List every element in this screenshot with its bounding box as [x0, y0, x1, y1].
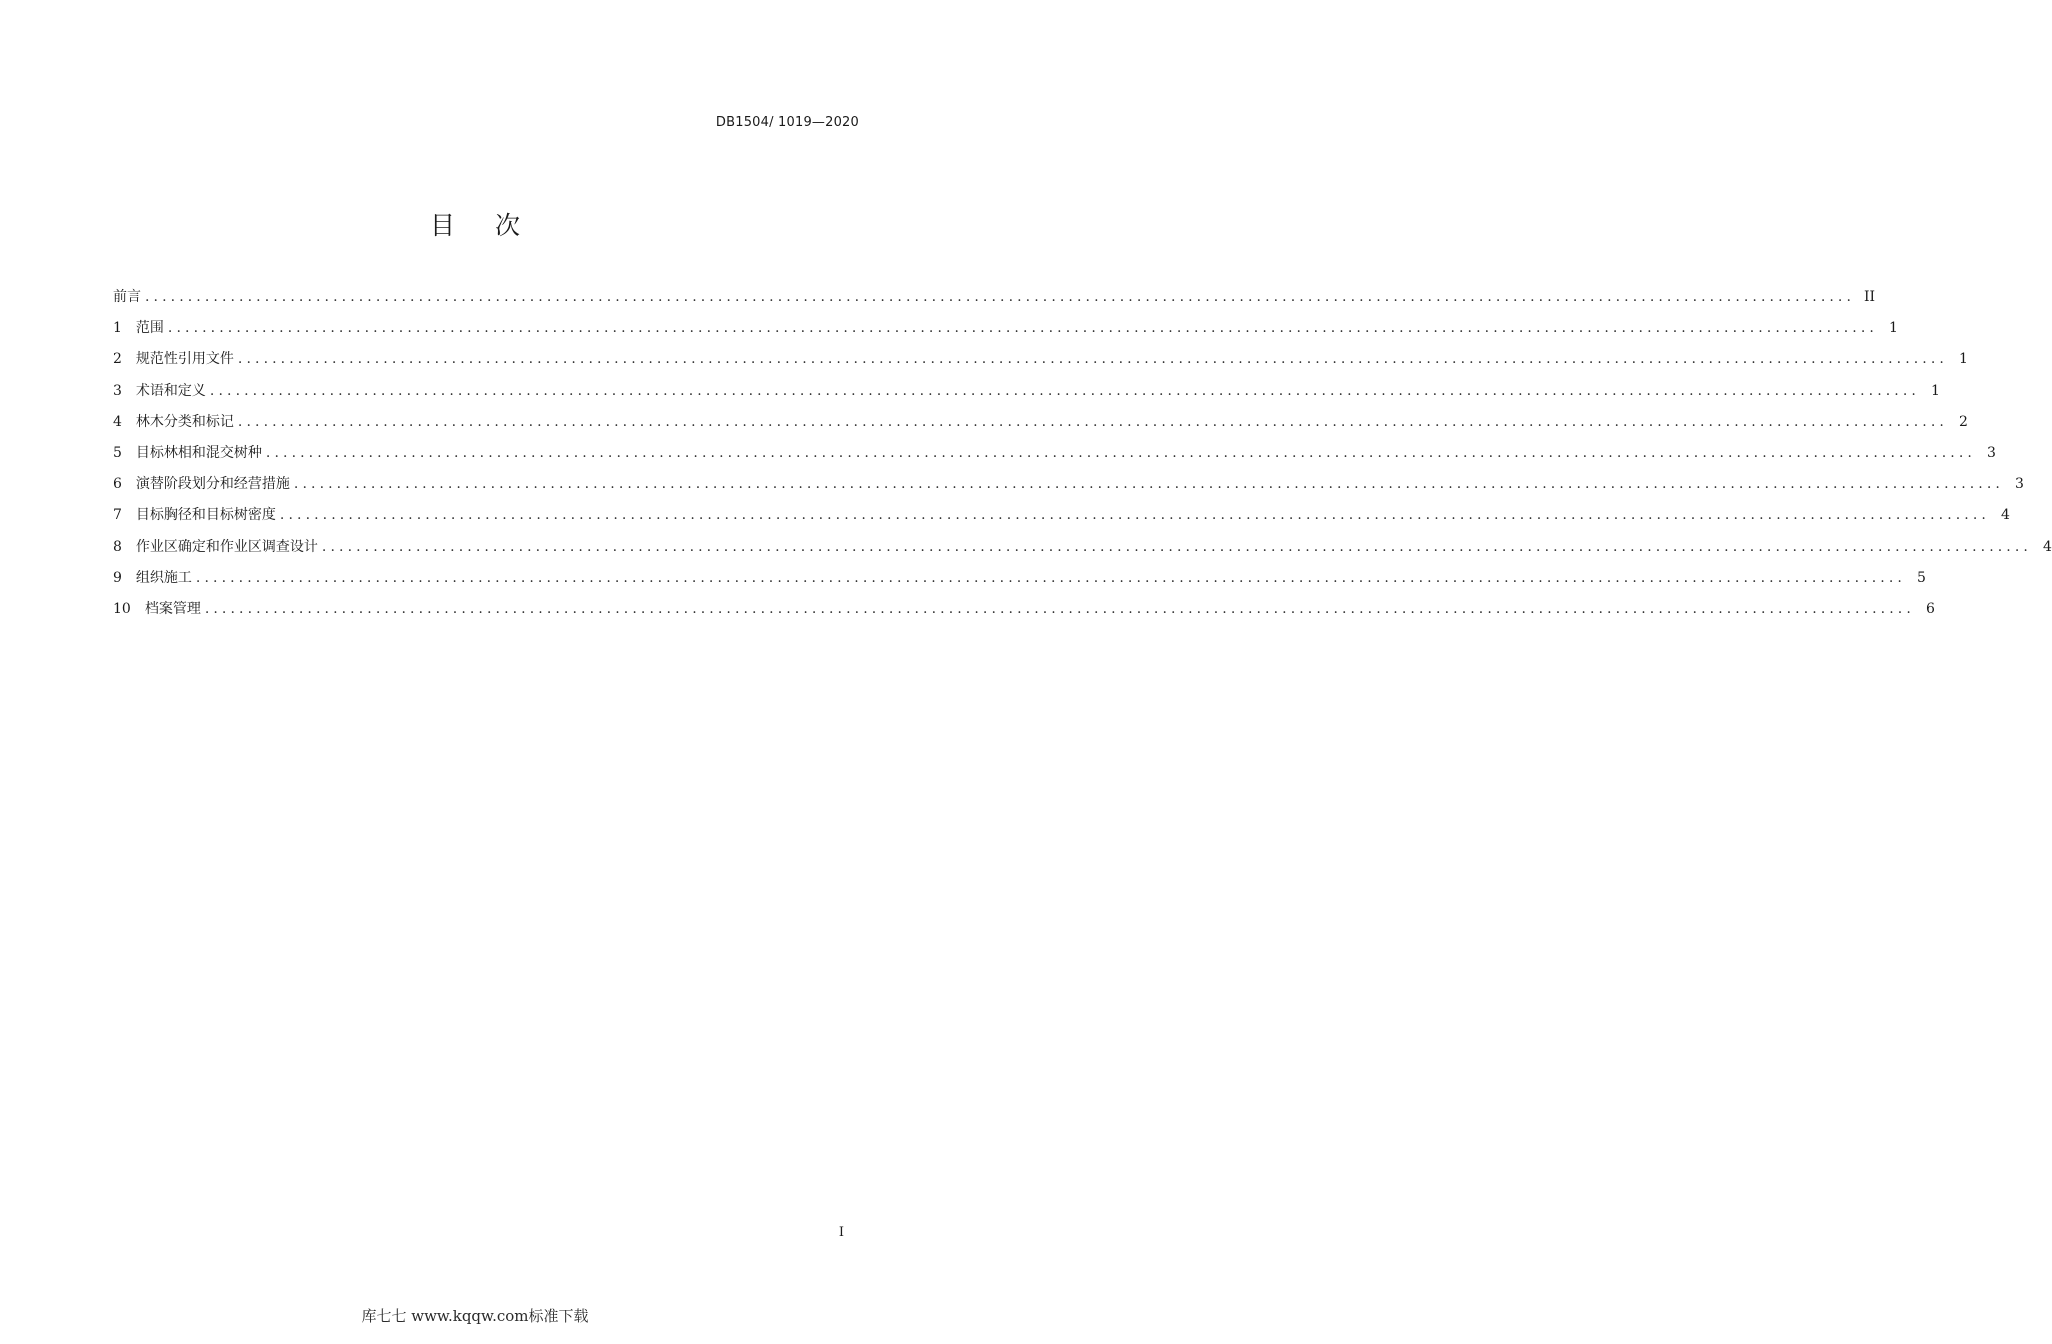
toc-entry-label: 前言: [113, 289, 141, 305]
toc-entry-number: 9: [113, 569, 122, 586]
toc-dot-leader: ........................................................................................................................................................................................................: [265, 444, 1976, 461]
toc-dot-leader: ........................................................................................................................................................................................................: [167, 320, 1878, 337]
toc-entry[interactable]: [113, 599, 1935, 630]
toc-title: 目 次: [430, 211, 536, 240]
toc-entry[interactable]: [113, 412, 1968, 443]
toc-entry-label: 术语和定义: [135, 382, 206, 399]
toc-entry-label: 规范性引用文件: [135, 351, 234, 368]
toc-entry-page: 4: [2043, 538, 2052, 555]
toc-entry[interactable]: [113, 349, 1968, 380]
toc-entry-page: 1: [1959, 351, 1968, 368]
toc-entry-number: 3: [113, 382, 122, 399]
toc-entry-label: 演替阶段划分和经营措施: [135, 476, 290, 493]
toc-entry-page: 2: [1959, 413, 1968, 430]
toc-entry-page: 3: [2015, 476, 2024, 493]
page-number: I: [838, 1225, 844, 1240]
toc-entry-label: 档案管理: [144, 600, 201, 617]
toc-dot-leader: ........................................................................................................................................................................................................: [145, 289, 1856, 305]
toc-entry-label: 目标胸径和目标树密度: [135, 507, 276, 524]
toc-entry-number: 4: [113, 413, 122, 430]
toc-entry-label: 组织施工: [135, 569, 192, 586]
toc-entry-number: 6: [113, 476, 122, 493]
document-code: DB1504/ 1019—2020: [715, 115, 859, 130]
toc-entry-label: 目标林相和混交树种: [135, 444, 262, 461]
toc-entry-label: 林木分类和标记: [135, 413, 234, 430]
toc-dot-leader: ........................................................................................................................................................................................................: [321, 538, 2032, 555]
toc-entry[interactable]: [113, 568, 1926, 599]
footer-watermark: 库七七 www.kqqw.com标准下载: [361, 1307, 589, 1325]
toc-entry-label: 范围: [135, 320, 164, 337]
toc-entry-number: 7: [113, 507, 122, 524]
toc-entry[interactable]: [113, 318, 1898, 349]
toc-entry-number: 8: [113, 538, 122, 555]
toc-entry-page: 4: [2001, 507, 2010, 524]
toc-entry-number: 1: [113, 320, 122, 337]
toc-entry-page: 3: [1987, 444, 1996, 461]
toc-entry-page: II: [1863, 289, 1876, 305]
toc-entry[interactable]: [113, 287, 1876, 318]
toc-dot-leader: ........................................................................................................................................................................................................: [237, 413, 1948, 430]
toc-entry-number: 2: [113, 351, 122, 368]
toc-entry-number: 10: [113, 600, 131, 617]
toc-entry-page: 5: [1917, 569, 1926, 586]
toc-dot-leader: ........................................................................................................................................................................................................: [293, 476, 2004, 493]
toc-dot-leader: ........................................................................................................................................................................................................: [209, 382, 1920, 399]
table-of-contents: [113, 287, 2052, 630]
toc-dot-leader: ........................................................................................................................................................................................................: [279, 507, 1990, 524]
toc-entry[interactable]: [113, 381, 1940, 412]
toc-entry-label: 作业区确定和作业区调查设计: [135, 538, 318, 555]
toc-entry[interactable]: [113, 474, 2024, 505]
toc-dot-leader: ........................................................................................................................................................................................................: [237, 351, 1948, 368]
toc-entry[interactable]: [113, 537, 2052, 568]
toc-entry-page: 1: [1931, 382, 1940, 399]
toc-entry[interactable]: [113, 505, 2010, 536]
toc-entry-page: 1: [1889, 320, 1898, 337]
toc-entry-page: 6: [1925, 600, 1935, 617]
toc-entry[interactable]: [113, 443, 1996, 474]
toc-entry-number: 5: [113, 444, 122, 461]
toc-dot-leader: ........................................................................................................................................................................................................: [204, 600, 1915, 617]
toc-dot-leader: ........................................................................................................................................................................................................: [195, 569, 1906, 586]
